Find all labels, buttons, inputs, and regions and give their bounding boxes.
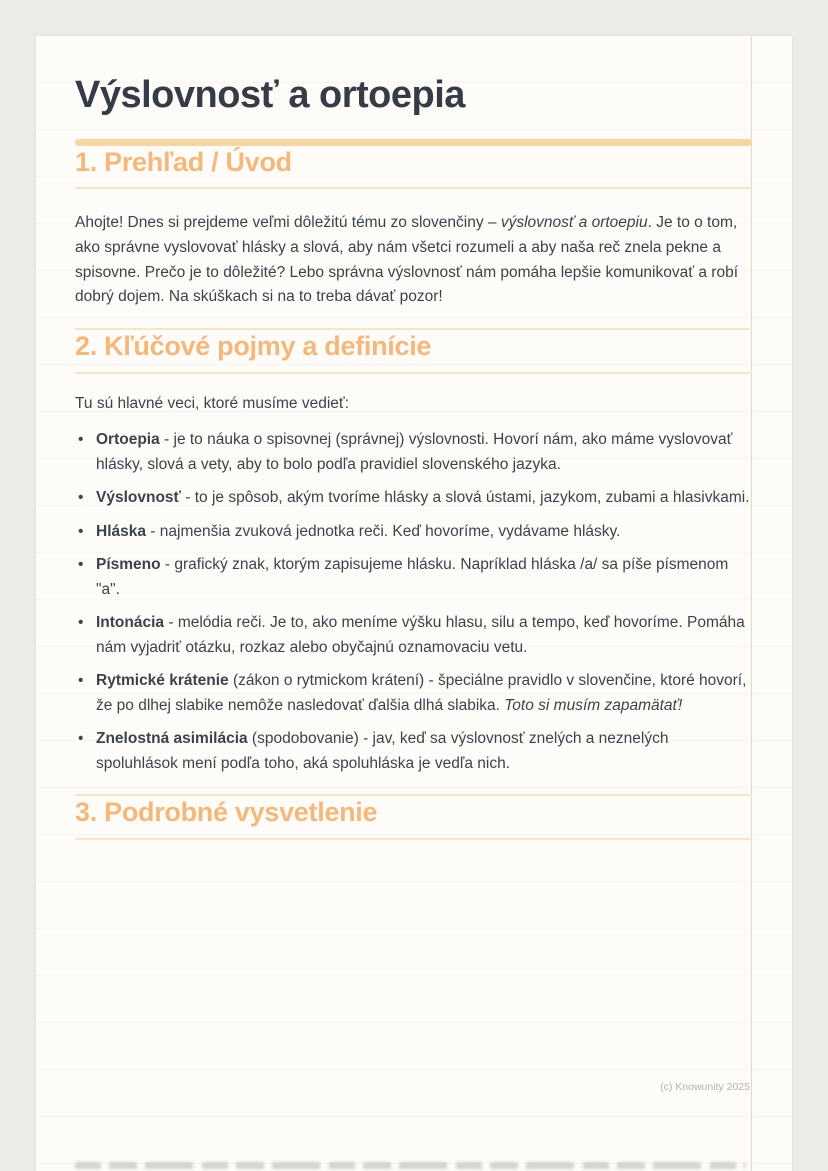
paragraph-text: Ahojte! Dnes si prejdeme veľmi dôležitú tému zo slovenčiny –: [75, 214, 501, 232]
key-term-item: [75, 727, 752, 776]
key-term-definition: - je to náuka o spisovnej (správnej) výslovnosti. Hovorí nám, ako máme vyslovovať hlásky, slová a vety, aby to bolo podľa pravidiel slovenského jazyka.: [96, 431, 733, 473]
key-term-note-italic: Toto si musím zapamätať!: [504, 696, 683, 714]
key-term-item: [75, 428, 752, 477]
key-term-definition: - grafický znak, ktorým zapisujeme hlásku. Napríklad hláska /a/ sa píše písmenom "a".: [96, 556, 729, 598]
paragraph-text: . Je to o tom, ako správne vyslovovať hlásky a slová, aby nám všetci rozumeli a aby naša reč znela pekne a spisovne. Prečo je to dôležité? Lebo správna výslovnosť nám pomáha lepšie komunikovať a robí dobrý dojem. Na skúškach si na to treba dávať pozor!: [75, 214, 738, 306]
key-term: Výslovnosť: [96, 489, 181, 507]
section-2-heading-rule: [75, 372, 752, 374]
section-3-heading-rule: [75, 838, 752, 840]
key-term-item: [75, 553, 752, 602]
key-term: Ortoepia: [96, 431, 160, 449]
key-term-definition: - to je spôsob, akým tvoríme hlásky a slová ústami, jazykom, zubami a hlasivkami.: [180, 489, 750, 507]
key-term-definition: (zákon o rytmickom krátení) - špeciálne pravidlo v slovenčine, ktoré hovorí, že po dlhej slabike nemôže nasledovať ďalšia dlhá slabika.: [96, 672, 747, 714]
section-1-heading: 1. Prehľad / Úvod: [75, 146, 292, 177]
watermark: (c) Knowunity 2025: [660, 1081, 750, 1093]
section-2-heading: 2. Kľúčové pojmy a definície: [75, 331, 432, 362]
key-term: Písmeno: [96, 556, 161, 574]
key-term: Znelostná asimilácia: [96, 730, 248, 748]
cropped-text-line: [75, 1162, 746, 1169]
overview-paragraph: [75, 211, 752, 310]
key-term-definition: - najmenšia zvuková jednotka reči. Keď hovoríme, vydávame hlásky.: [145, 522, 621, 540]
title-underline-bar: [75, 139, 752, 146]
key-terms-intro: Tu sú hlavné veci, ktoré musíme vedieť:: [75, 394, 350, 412]
document-content: [36, 36, 792, 840]
key-term-definition: (spodobovanie) - jav, keď sa výslovnosť znelých a neznelých spoluhlások mení podľa toho, aká spoluhláska je vedľa nich.: [96, 730, 669, 772]
key-term-item: [75, 611, 752, 660]
paragraph-italic-text: výslovnosť a ortoepiu: [500, 214, 648, 232]
key-term: Hláska: [96, 522, 146, 540]
key-term-item: [75, 669, 752, 718]
key-terms-list: [75, 428, 752, 776]
key-term: Intonácia: [96, 614, 165, 632]
section-detailed-explanation: [75, 796, 752, 839]
key-term-definition: - melódia reči. Je to, ako meníme výšku hlasu, silu a tempo, keď hovoríme. Pomáha nám vyjadriť otázku, rozkaz alebo obyčajnú oznamovaciu vetu.: [96, 614, 745, 656]
section-overview: [75, 146, 752, 311]
section-key-terms: [75, 330, 752, 776]
key-term-item: [75, 486, 752, 510]
document-page: [36, 36, 792, 1171]
key-term-item: [75, 520, 752, 544]
section-3-heading: 3. Podrobné vysvetlenie: [75, 797, 378, 828]
page-title: Výslovnosť a ortoepia: [75, 74, 465, 116]
key-term: Rytmické krátenie: [96, 672, 229, 690]
section-1-heading-rule: [75, 187, 752, 189]
